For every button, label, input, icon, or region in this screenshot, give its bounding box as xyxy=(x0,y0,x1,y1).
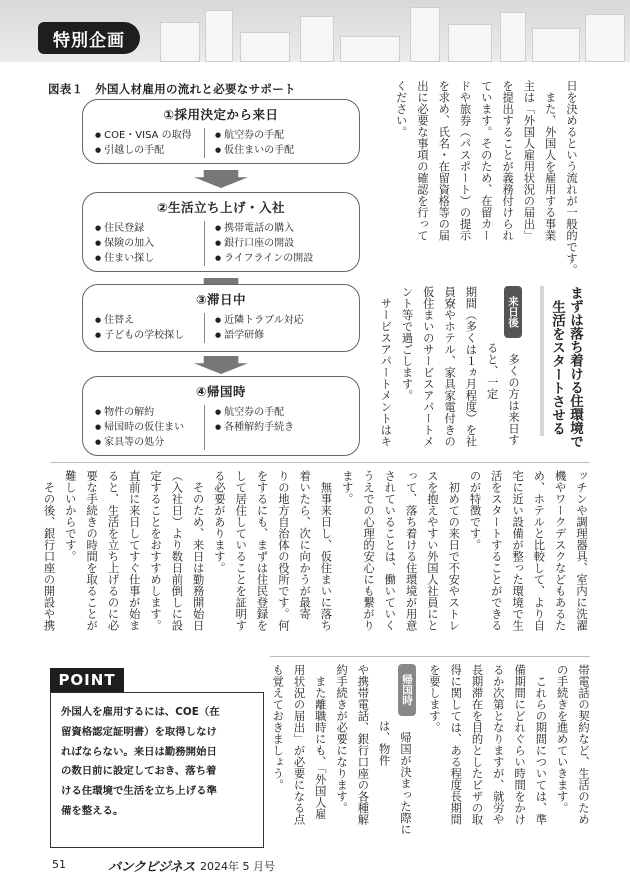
text-line: 員寮やホテル、家具家電付きの xyxy=(443,286,457,447)
text-line: 定することをおすすめします。 xyxy=(149,470,163,631)
section-tag: 特別企画 xyxy=(38,22,140,54)
text-line: の手続きを進めていきます。 xyxy=(555,664,569,814)
text-line: を求め、氏名・在留資格等の届 xyxy=(437,80,451,241)
stage-title: ②生活立ち上げ・入社 xyxy=(156,200,286,215)
section-badge-arrival: 来日後 xyxy=(504,286,522,338)
text-line: 用状況の届出」が必要になる点 xyxy=(292,664,306,825)
text-line: そのため、来日は勤務開始日 xyxy=(191,470,205,631)
stage-item: ● 近隣トラブル対応 xyxy=(215,313,304,328)
text-line: して居住していることを証明す xyxy=(234,470,248,631)
text-line: 備期間にどれぐらい時間をかけ xyxy=(513,664,527,825)
stage-box-4 xyxy=(82,376,360,456)
upper-right-text xyxy=(386,80,582,280)
text-line: 約手続きが必要になります。 xyxy=(335,664,349,814)
text-line: を要します。 xyxy=(427,664,441,733)
stage-item: ● 住民登録 xyxy=(95,221,204,236)
text-line: や携帯電話、銀行口座の各種解 xyxy=(356,664,370,825)
magazine-name: バンクビジネス xyxy=(108,860,195,875)
text-line: また、外国人を雇用する事業 xyxy=(543,80,557,241)
text-line: 日を決めるという流れが一般的です。 xyxy=(565,80,578,276)
section-headline xyxy=(548,286,584,461)
stage-item: ● 仮住まいの手配 xyxy=(215,143,294,158)
text-line: 帯電話の契約など、生活のため xyxy=(577,664,590,825)
text-line: 難しいからです。 xyxy=(63,470,77,562)
stage-item: ● 航空券の手配 xyxy=(215,128,294,143)
section-badge-return: 帰国時 xyxy=(398,664,416,716)
text-line: め、ホテルと比較して、より自 xyxy=(532,470,546,631)
stage-item: ● 住まい探し xyxy=(95,251,204,266)
figure-title: 図表１ 外国人材雇用の流れと必要なサポート xyxy=(48,82,296,96)
stage-item: ● 引越しの手配 xyxy=(95,143,204,158)
headline-bar xyxy=(540,286,544,436)
text-line: ください。 xyxy=(394,80,408,138)
text-line: 機やワークデスクなどもあるた xyxy=(553,470,567,631)
text-line: うえでの心理的安心にも繋がり xyxy=(362,470,376,631)
text-line: りの地方自治体の役所です。何 xyxy=(276,470,290,631)
text-line: サービスアパートメントはキ xyxy=(379,286,393,447)
text-line: 初めての来日で不安やストレ xyxy=(447,470,461,631)
point-box xyxy=(50,692,264,848)
text-line: ると、生活を立ち上げるのに必 xyxy=(106,470,120,631)
stage-item: ● 住替え xyxy=(95,313,204,328)
bottom-right-text xyxy=(422,664,594,848)
text-line: 着いたら、次に向かうが最寄 xyxy=(298,470,312,620)
text-line: スを抱えやすい外国人社員にと xyxy=(425,470,439,631)
text-line: るか次第となりますが、就労や xyxy=(491,664,505,825)
stage-item: ● COE・VISA の取得 xyxy=(95,128,204,143)
text-line: 要な手続きの時間を取ることが xyxy=(85,470,99,631)
stage-item: ● 家具等の処分 xyxy=(95,435,204,450)
issue-date: 2024年 5 月号 xyxy=(200,860,275,873)
section-divider xyxy=(270,656,590,657)
stage-item: ● 航空券の手配 xyxy=(215,405,294,420)
stage-box-3 xyxy=(82,284,360,352)
text-line: 主は「外国人雇用状況の届出」 xyxy=(522,80,536,241)
point-line: 留資格認定証明書）を取得しなけ xyxy=(61,725,217,738)
arrival-text xyxy=(376,286,524,456)
point-line: 備を整える。 xyxy=(61,804,124,817)
stage-item: ● 帰国時の仮住まい xyxy=(95,420,204,435)
text-line: 直前に来日してすぐ仕事が始ま xyxy=(127,470,141,631)
point-line: ける住環境で生活を立ち上げる準 xyxy=(61,785,217,798)
stage-title: ①採用決定から来日 xyxy=(163,107,279,122)
text-line: 出に必要な事項の確認を行って xyxy=(415,80,429,241)
return-text xyxy=(272,664,416,848)
text-line: また離職時にも、「外国人雇 xyxy=(313,664,327,820)
stage-box-2 xyxy=(82,192,360,272)
text-line: 活をスタートすることができる xyxy=(489,470,503,631)
flow-arrow-icon xyxy=(194,356,248,374)
text-line: 長期滞在を目的としたビザの取 xyxy=(470,664,484,825)
lower-main-text xyxy=(42,470,592,650)
stage-item: ● 携帯電話の購入 xyxy=(215,221,313,236)
stage-title: ③滞日中 xyxy=(195,292,247,307)
section-divider xyxy=(50,462,590,463)
text-line: る必要があります。 xyxy=(212,470,226,574)
point-line: の数日前に設定しておき、落ち着 xyxy=(61,765,217,778)
text-line: されていることは、働いていく xyxy=(383,470,397,631)
page-number: 51 xyxy=(52,858,66,871)
stage-item: ● 子どもの学校探し xyxy=(95,328,204,343)
text-line: のが特徴です。 xyxy=(468,470,482,551)
point-tag: POINT xyxy=(50,668,124,692)
text-line: 宅に近い設備が整った環境で生 xyxy=(511,470,525,631)
text-line: をするにも、まずは住民登録を xyxy=(255,470,269,631)
text-line: を提出することが義務付けられ xyxy=(501,80,515,241)
text-line: 多くの方は来日すると、一定 xyxy=(485,342,520,446)
headline-line: 生活をスタートさせる xyxy=(549,300,565,435)
stage-item: ● 語学研修 xyxy=(215,328,304,343)
text-line: 仮住まいのサービスアパートメ xyxy=(421,286,435,447)
text-line: ッチンや調理器具、室内に洗濯 xyxy=(575,470,588,631)
point-line: ればならない。来日は勤務開始日 xyxy=(61,745,217,758)
stage-item: ● ライフラインの開設 xyxy=(215,251,313,266)
stage-item: ● 保険の加入 xyxy=(95,236,204,251)
text-line: 得に関しては、ある程度長期間 xyxy=(449,664,463,825)
text-line: その後、銀行口座の開設や携 xyxy=(42,470,56,631)
text-line: 無事来日し、仮住まいに落ち xyxy=(319,470,333,631)
text-line: （入社日）より数日前倒しに設 xyxy=(170,470,184,631)
text-line: も覚えておきましょう。 xyxy=(271,664,285,791)
flow-arrow-icon xyxy=(194,170,248,188)
text-line: ます。 xyxy=(340,470,354,505)
text-line: 帰国が決まった際には、物件 xyxy=(377,720,412,835)
header-band xyxy=(0,0,630,62)
text-line: ています。そのため、在留カー xyxy=(479,80,493,241)
text-line: ドや旅券（パスポート）の提示 xyxy=(458,80,472,241)
stage-box-1 xyxy=(82,99,360,164)
text-line: ント等で過ごします。 xyxy=(400,286,414,401)
headline-line: まずは落ち着ける住環境で xyxy=(567,286,583,448)
text-line: これらの期間については、準 xyxy=(534,664,548,825)
stage-item: ● 各種解約手続き xyxy=(215,420,294,435)
point-line: 外国人を雇用するには、COE（在 xyxy=(61,706,220,718)
stage-item: ● 銀行口座の開設 xyxy=(215,236,313,251)
stage-item: ● 物件の解約 xyxy=(95,405,204,420)
text-line: 期間（多くは１ヵ月程度）を社 xyxy=(464,286,478,447)
text-line: って、落ち着ける住環境が用意 xyxy=(404,470,418,631)
stage-title: ④帰国時 xyxy=(195,384,247,399)
